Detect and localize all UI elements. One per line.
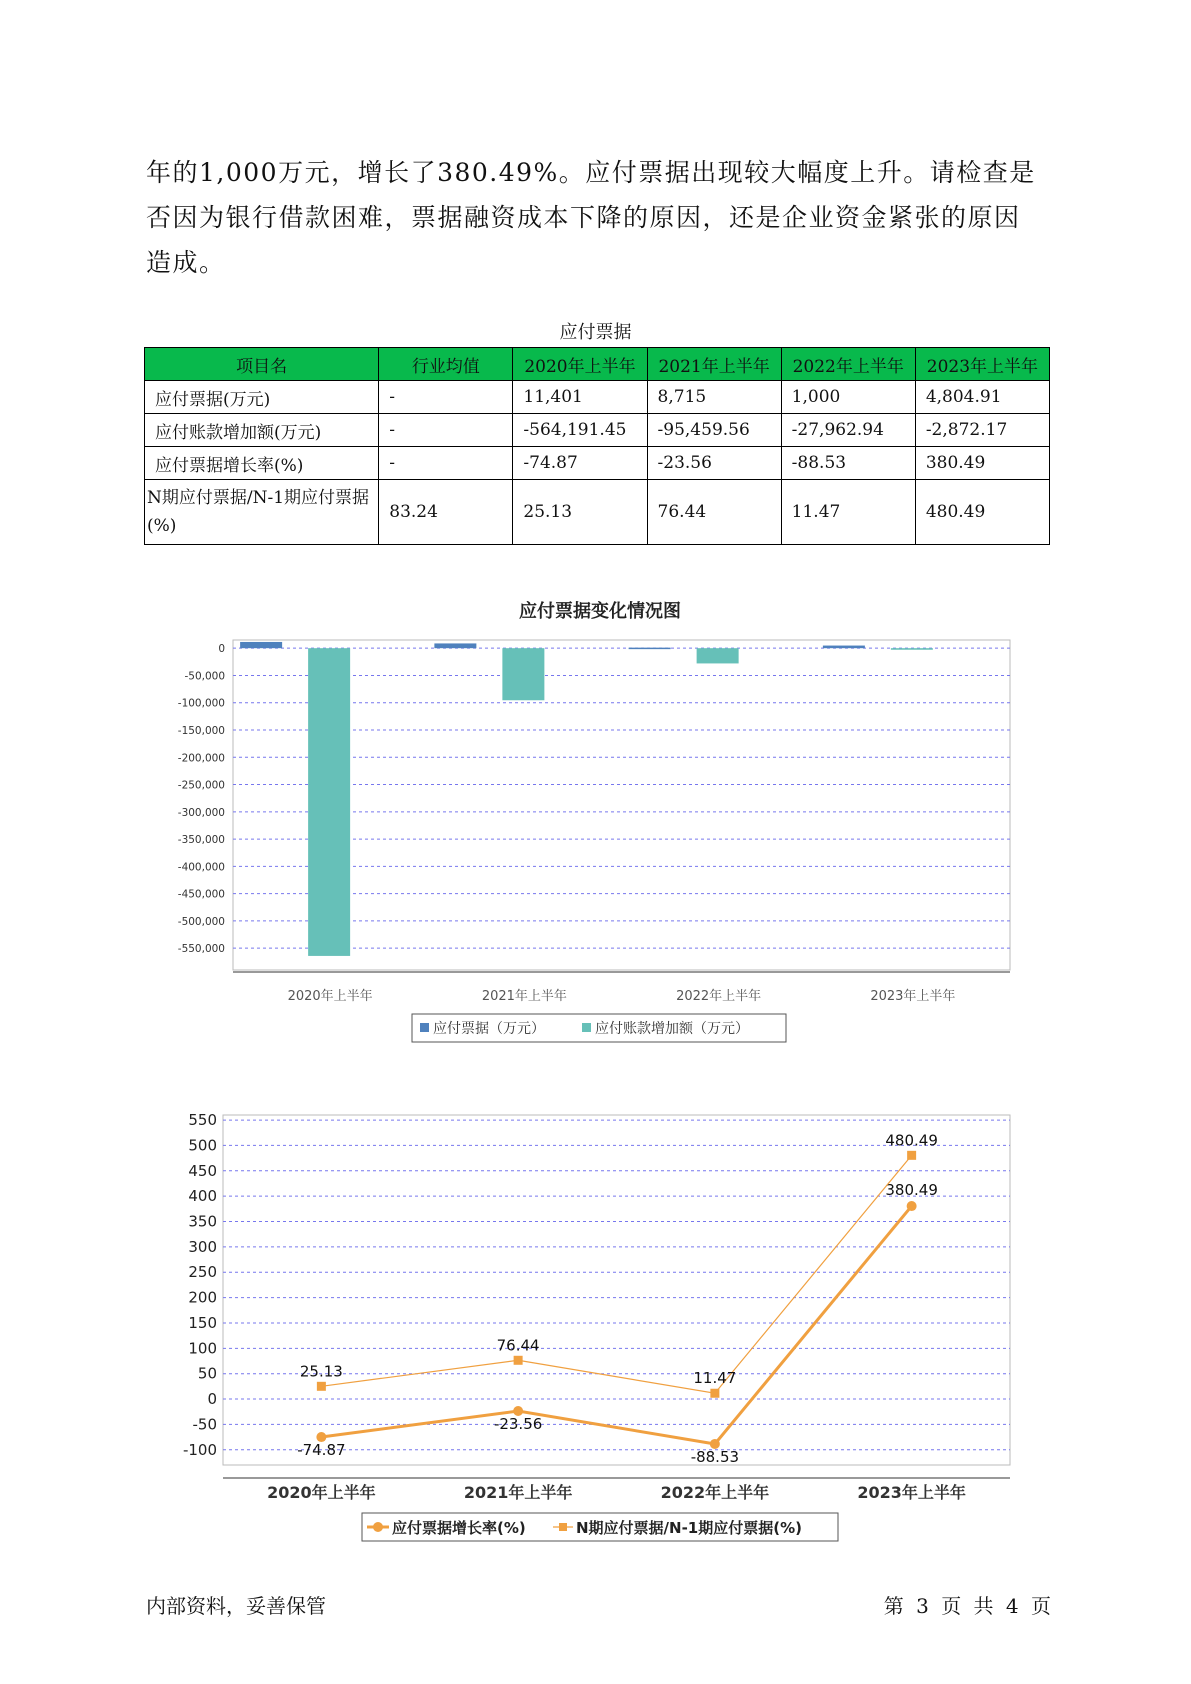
table-header: 2023年上半年 xyxy=(915,348,1049,381)
x-tick-label: 2020年上半年 xyxy=(287,989,373,1004)
y-tick-label: 500 xyxy=(188,1136,217,1155)
table-cell: - xyxy=(379,414,513,447)
footer-note: 内部资料，妥善保管 xyxy=(146,1594,326,1618)
data-point xyxy=(907,1201,917,1211)
table-cell: -95,459.56 xyxy=(647,414,781,447)
y-tick-label: -400,000 xyxy=(177,861,225,874)
y-tick-label: 300 xyxy=(188,1237,217,1256)
table-cell: - xyxy=(379,381,513,414)
table-cell: 应付票据(万元) xyxy=(145,381,379,414)
table-cell: 11.47 xyxy=(781,480,915,545)
chart-title: 应付票据变化情况图 xyxy=(519,601,681,622)
table-cell: 380.49 xyxy=(915,447,1049,480)
table-cell: -88.53 xyxy=(781,447,915,480)
y-tick-label: 550 xyxy=(188,1111,217,1130)
table-header: 2020年上半年 xyxy=(513,348,647,381)
y-tick-label: 150 xyxy=(188,1313,217,1332)
legend-label: 应付票据（万元） xyxy=(433,1021,545,1037)
page-number: 第 3 页 共 4 页 xyxy=(883,1594,1051,1618)
y-tick-label: 350 xyxy=(188,1212,217,1231)
table-title: 应付票据 xyxy=(559,322,632,343)
table-cell: 83.24 xyxy=(379,480,513,545)
table-cell: - xyxy=(379,447,513,480)
table-cell: 25.13 xyxy=(513,480,647,545)
y-tick-label: -550,000 xyxy=(177,943,225,956)
data-point xyxy=(710,1389,719,1398)
table-cell: -564,191.45 xyxy=(513,414,647,447)
y-tick-label: 450 xyxy=(188,1161,217,1180)
table-cell: -23.56 xyxy=(647,447,781,480)
data-label: -74.87 xyxy=(297,1441,346,1460)
x-tick-label: 2022年上半年 xyxy=(660,1483,770,1502)
table-cell: 应付账款增加额(万元) xyxy=(145,414,379,447)
y-tick-label: -150,000 xyxy=(177,725,225,737)
y-tick-label: 0 xyxy=(207,1390,217,1409)
y-tick-label: -300,000 xyxy=(177,806,225,819)
y-tick-label: -100 xyxy=(182,1440,217,1459)
y-tick-label: 400 xyxy=(188,1187,217,1206)
table-cell: 76.44 xyxy=(647,480,781,545)
y-tick-label: 50 xyxy=(197,1364,217,1383)
y-tick-label: 250 xyxy=(188,1263,217,1282)
data-point xyxy=(907,1151,916,1160)
data-label: 11.47 xyxy=(693,1369,737,1388)
data-label: 25.13 xyxy=(299,1362,343,1381)
data-label: -88.53 xyxy=(690,1447,740,1466)
data-label: -23.56 xyxy=(493,1415,543,1434)
table-cell: -27,962.94 xyxy=(781,414,915,447)
table-cell: 480.49 xyxy=(915,480,1049,545)
table-cell: N期应付票据/N-1期应付票据(%) xyxy=(145,480,379,545)
y-tick-label: -500,000 xyxy=(177,915,225,928)
body-paragraph: 年的1,000万元，增长了380.49%。应付票据出现较大幅度上升。请检查是否因为银行借款困难，票据融资成本下降的原因，还是企业资金紧张的原因造成。 xyxy=(146,158,1036,277)
x-tick-label: 2023年上半年 xyxy=(870,989,956,1004)
x-tick-label: 2021年上半年 xyxy=(463,1483,573,1502)
y-tick-label: -450,000 xyxy=(177,888,225,901)
data-label: 76.44 xyxy=(496,1336,540,1355)
legend-label: 应付票据增长率(%) xyxy=(392,1519,526,1537)
x-tick-label: 2020年上半年 xyxy=(267,1483,376,1502)
legend-label: 应付账款增加额（万元） xyxy=(595,1021,749,1037)
table-cell: -74.87 xyxy=(513,447,647,480)
table-header: 行业均值 xyxy=(379,348,513,381)
y-tick-label: -200,000 xyxy=(177,752,225,765)
table-cell: 8,715 xyxy=(647,381,781,414)
y-tick-label: -350,000 xyxy=(177,834,225,847)
x-tick-label: 2021年上半年 xyxy=(481,989,567,1004)
y-tick-label: 0 xyxy=(218,643,225,656)
plot-area xyxy=(223,1115,1010,1465)
table-cell: 11,401 xyxy=(513,381,647,414)
legend-label: N期应付票据/N-1期应付票据(%) xyxy=(576,1519,802,1537)
y-tick-label: 200 xyxy=(188,1288,217,1307)
table-header: 项目名 xyxy=(145,348,379,381)
data-label: 480.49 xyxy=(885,1131,938,1150)
y-tick-label: -50,000 xyxy=(184,670,225,683)
table-cell: 4,804.91 xyxy=(915,381,1049,414)
legend-swatch xyxy=(373,1522,383,1532)
data-label: 380.49 xyxy=(885,1181,938,1200)
y-tick-label: -100,000 xyxy=(177,697,225,710)
table-cell: 应付票据增长率(%) xyxy=(145,447,379,480)
y-tick-label: -50 xyxy=(192,1415,217,1434)
data-point xyxy=(514,1356,523,1365)
x-tick-label: 2023年上半年 xyxy=(857,1483,966,1502)
table-cell: 1,000 xyxy=(781,381,915,414)
table-header: 2021年上半年 xyxy=(647,348,781,381)
chart-legend xyxy=(362,1513,838,1541)
table-cell: -2,872.17 xyxy=(915,414,1049,447)
y-tick-label: -250,000 xyxy=(177,779,225,792)
x-tick-label: 2022年上半年 xyxy=(676,989,762,1004)
legend-swatch xyxy=(559,1523,567,1531)
data-point xyxy=(317,1382,326,1391)
y-tick-label: 100 xyxy=(188,1339,217,1358)
table-header: 2022年上半年 xyxy=(781,348,915,381)
